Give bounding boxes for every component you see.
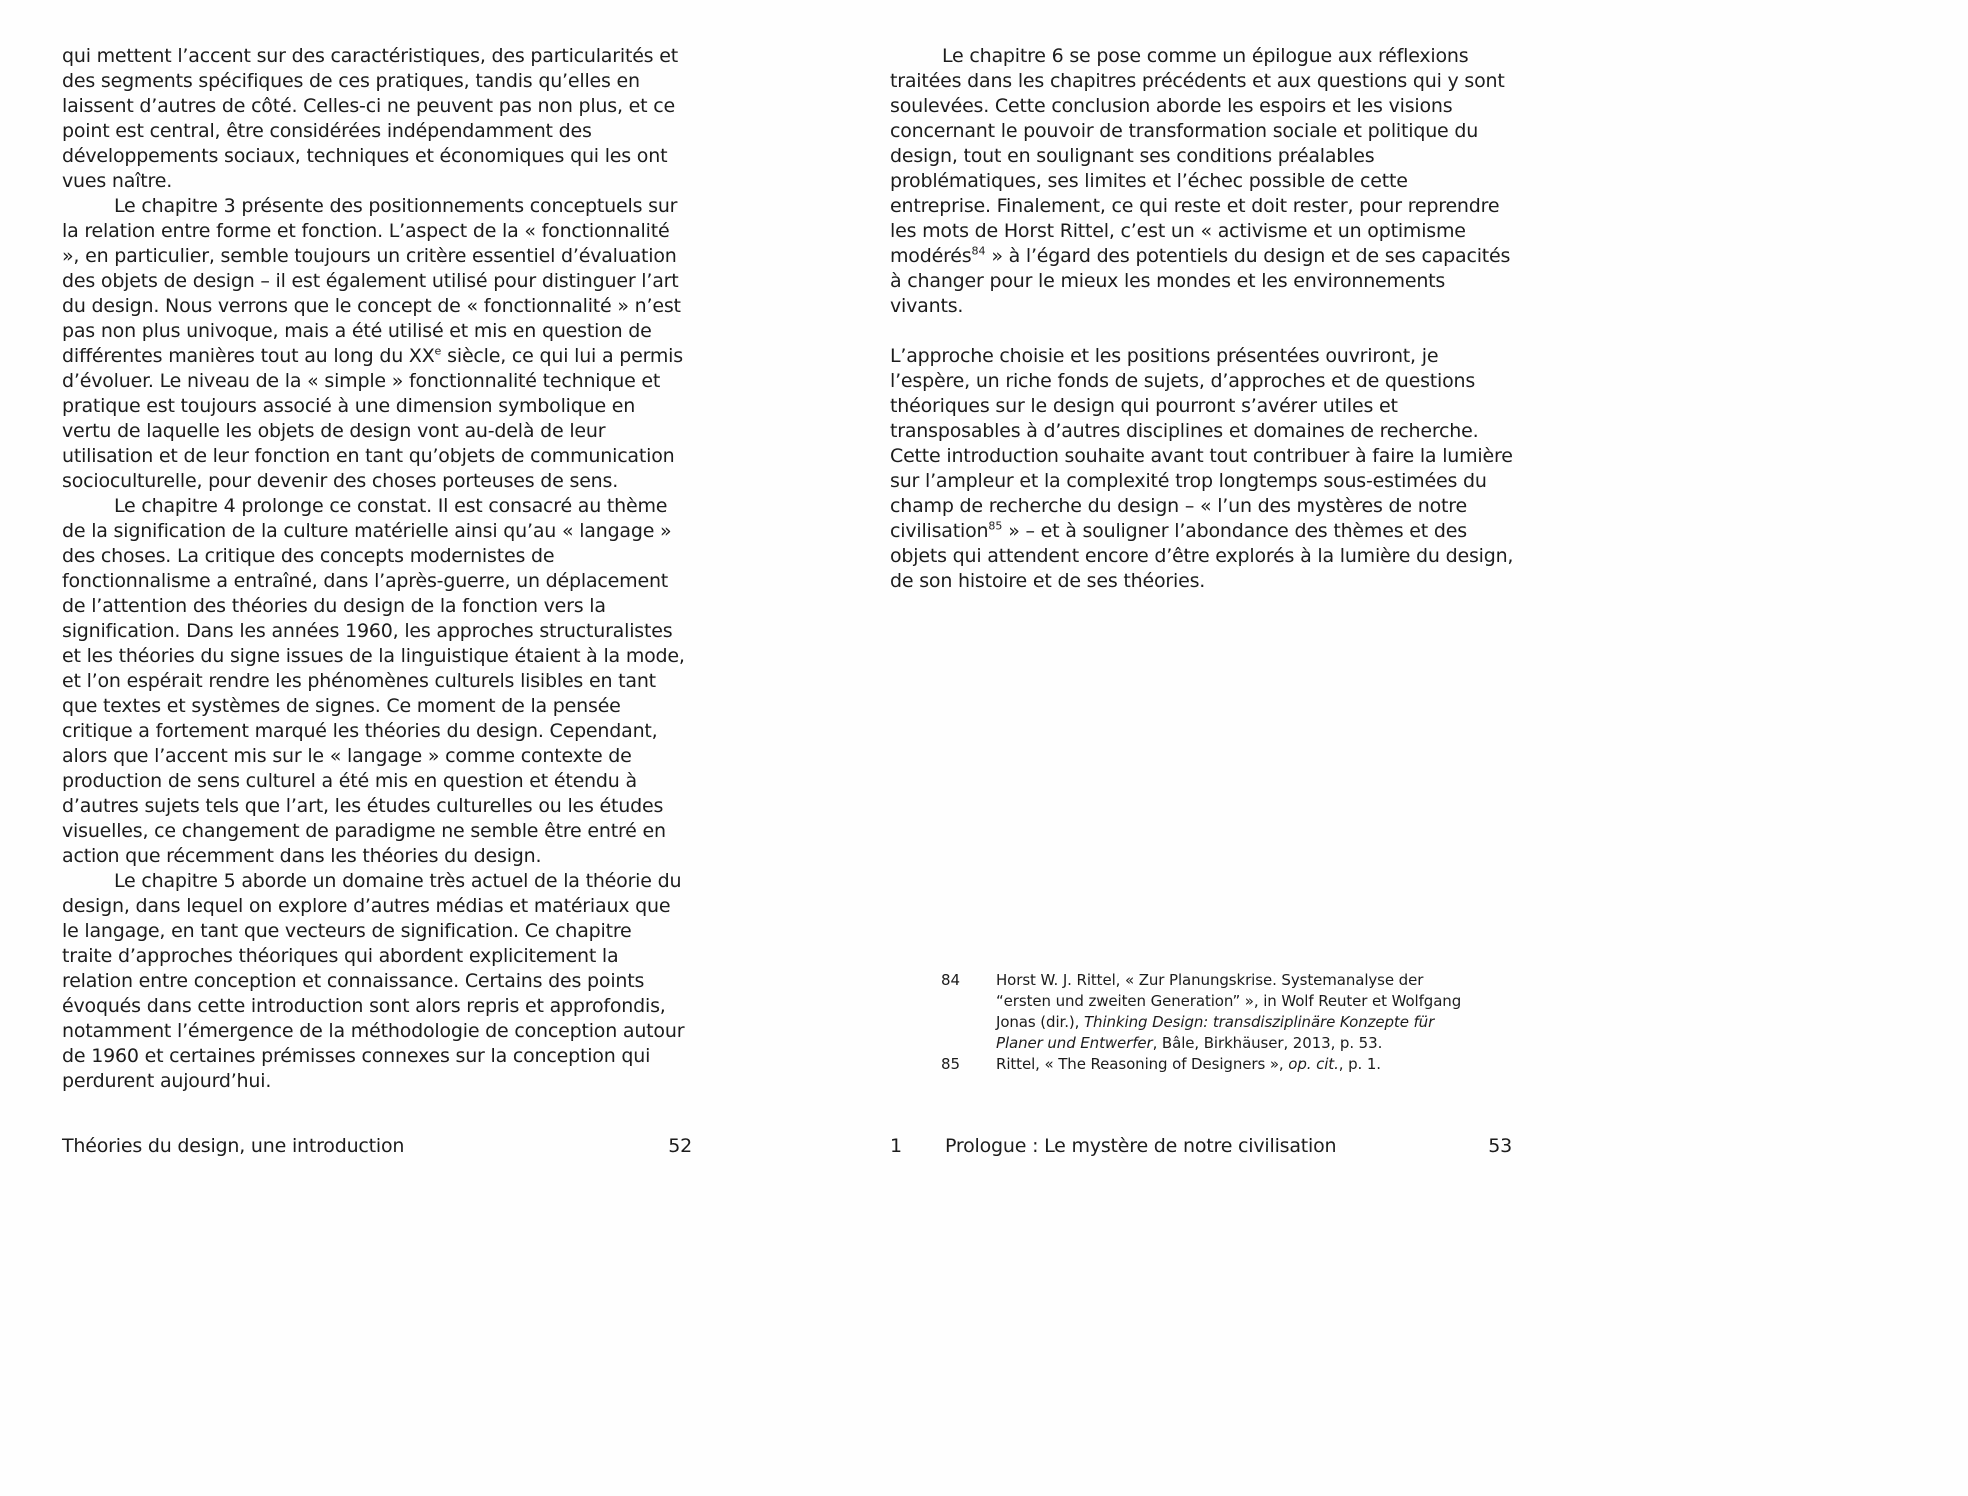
op-cit-italic: op. cit. (1288, 1055, 1339, 1073)
footnote-84 (941, 970, 1481, 1054)
text-segment: » – et à souligner l’abondance des thèmes et des objets qui attendent encore d’être explorés à la lumière du design, de son histoire et de ses théories. (890, 520, 1514, 592)
superscript-e: e (434, 344, 442, 358)
page-number: 52 (668, 1135, 692, 1157)
page-footer-right (890, 1134, 1512, 1159)
text-segment: , Bâle, Birkhäuser, 2013, p. 53. (1152, 1034, 1383, 1052)
page-53-text-column (890, 44, 1514, 594)
page-number: 53 (1488, 1135, 1512, 1157)
text-segment: » à l’égard des potentiels du design et de ses capacités à changer pour le mieux les mondes et les environnements vivants. (890, 245, 1511, 317)
page-52-text-column (62, 44, 686, 1094)
paragraph-chapter-5: Le chapitre 5 aborde un domaine très actuel de la théorie du design, dans lequel on explore d’autres médias et matériaux que le langage, en tant que vecteurs de signification. Ce chapitre traite d’approches théoriques qui abordent explicitement la relation entre conception et connaissance. Certains des points évoqués dans cette introduction sont alors repris et approfondis, notamment l’émergence de la méthodologie de conception autour de 1960 et certaines prémisses connexes sur la conception qui perdurent aujourd’hui. (62, 870, 685, 1092)
paragraph-continuation: qui mettent l’accent sur des caractéristiques, des particularités et des segments spécifiques de ces pratiques, tandis qu’elles en laissent d’autres de côté. Celles-ci ne peuvent pas non plus, et ce point est central, être considérées indépendamment des développements sociaux, techniques et économiques qui les ont vues naître. (62, 45, 678, 192)
paragraph-chapter-4: Le chapitre 4 prolonge ce constat. Il est consacré au thème de la signification de la culture matérielle ainsi qu’au « langage » des choses. La critique des concepts modernistes de fonctionnalisme a entraîné, dans l’après-guerre, un déplacement de l’attention des théories du design de la fonction vers la signification. Dans les années 1960, les approches structuralistes et les théories du signe issues de la linguistique étaient à la mode, et l’on espérait rendre les phénomènes culturels lisibles en tant que textes et systèmes de signes. Ce moment de la pensée critique a fortement marqué les théories du design. Cependant, alors que l’accent mis sur le « langage » comme contexte de production de sens culturel a été mis en question et étendu à d’autres sujets tels que l’art, les études culturelles ou les études visuelles, ce changement de paradigme ne semble être entré en action que récemment dans les théories du design. (62, 495, 685, 867)
footnote-85 (941, 1054, 1481, 1075)
text-segment: Le chapitre 3 présente des positionnements conceptuels sur la relation entre forme et fonction. L’aspect de la « fonctionnalité », en particulier, semble toujours un critère essentiel d’évaluation des objets de design – il est également utilisé pour distinguer l’art du design. Nous verrons que le concept de « fonctionnalité » n’est pas non plus univoque, mais a été utilisé et mis en question de différentes manières tout au long du XX (62, 195, 681, 367)
footnote-reference-84: 84 (971, 244, 986, 258)
text-segment: , p. 1. (1338, 1055, 1381, 1073)
footnote-number: 84 (941, 971, 960, 989)
book-title-italic: Thinking Design: transdisziplinäre Konzepte für Planer und Entwerfer (996, 1013, 1435, 1052)
footnote-number: 85 (941, 1055, 960, 1073)
text-segment: L’approche choisie et les positions présentées ouvriront, je l’espère, un riche fonds de sujets, d’approches et de questions théoriques sur le design qui pourront s’avérer utiles et transposables à d’autres disciplines et domaines de recherche. Cette introduction souhaite avant tout contribuer à faire la lumière sur l’ampleur et la complexité trop longtemps sous-estimées du champ de recherche du design – « l’un des mystères de notre civilisation (890, 345, 1513, 542)
text-segment: siècle, ce qui lui a permis d’évoluer. Le niveau de la « simple » fonctionnalité technique et pratique est toujours associé à une dimension symbolique en vertu de laquelle les objets de design vont au-delà de leur utilisation et de leur fonction en tant qu’objets de communication socioculturelle, pour devenir des choses porteuses de sens. (62, 345, 683, 492)
footnote-reference-85: 85 (988, 519, 1003, 533)
running-title: Prologue : Le mystère de notre civilisation (945, 1135, 1337, 1157)
chapter-number: 1 (890, 1135, 902, 1157)
text-segment: Le chapitre 6 se pose comme un épilogue aux réflexions traitées dans les chapitres précédents et aux questions qui y sont soulevées. Cette conclusion aborde les espoirs et les visions concernant le pouvoir de transformation sociale et politique du design, tout en soulignant ses conditions préalables problématiques, ses limites et l’échec possible de cette entreprise. Finalement, ce qui reste et doit rester, pour reprendre les mots de Horst Rittel, c’est un « activisme et un optimisme modérés (890, 45, 1505, 267)
text-segment: Horst W. J. Rittel, « Zur Planungskrise. Systemanalyse der “ersten und zweiten Generation” », in Wolf Reuter et Wolfgang Jonas (dir.), (996, 971, 1462, 1031)
paragraph-chapter-6 (890, 44, 1514, 319)
paragraph-chapter-3 (62, 194, 686, 494)
footnotes (941, 970, 1481, 1075)
page-footer-left (62, 1134, 692, 1159)
footnote-text (996, 970, 1481, 1054)
text-segment: Rittel, « The Reasoning of Designers », (996, 1055, 1289, 1073)
running-title: Théories du design, une introduction (62, 1135, 405, 1157)
footnote-text (996, 1054, 1481, 1075)
paragraph-closing (890, 344, 1514, 594)
